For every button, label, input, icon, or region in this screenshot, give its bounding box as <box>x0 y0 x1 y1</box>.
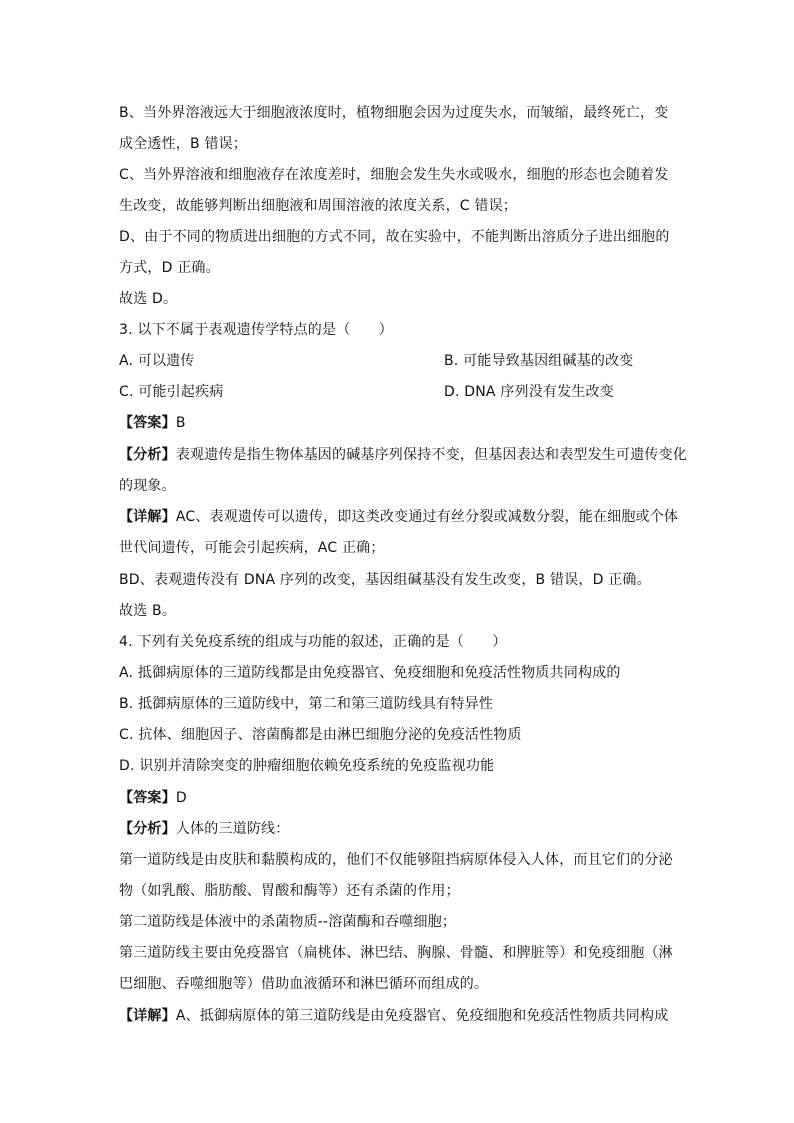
q3-detail-line1 <box>119 507 678 527</box>
q3-answer-value: B <box>175 415 186 431</box>
q4-stem: 4. 下列有关免疫系统的组成与功能的叙述，正确的是（ ） <box>119 634 507 650</box>
q4-option-d: D. 识别并清除突变的肿瘤细胞依赖免疫系统的免疫监视功能 <box>119 758 495 774</box>
q4-detail-tag: 【详解】 <box>119 1008 176 1024</box>
q4-detail-text: A、抵御病原体的第三道防线是由免疫器官、免疫细胞和免疫活性物质共同构成 <box>175 1008 669 1024</box>
q3-analysis-line1 <box>119 445 687 465</box>
prev-option-b-line2: 成全透性，B 错误； <box>119 136 248 152</box>
q4-first-line-defense-1: 第一道防线是由皮肤和黏膜构成的，他们不仅能够阻挡病原体侵入人体，而且它们的分泌 <box>119 852 673 868</box>
prev-option-b-line1: B、当外界溶液远大于细胞液浓度时，植物细胞会因为过度失水，而皱缩，最终死亡，变 <box>119 105 669 121</box>
q3-answer-tag: 【答案】 <box>119 415 176 431</box>
q3-detail-line2: 世代间遗传，可能会引起疾病，AC 正确； <box>119 540 385 556</box>
q3-option-b: B. 可能导致基因组碱基的改变 <box>444 353 634 369</box>
prev-option-d-line1: D、由于不同的物质进出细胞的方式不同，故在实验中，不能判断出溶质分子进出细胞的 <box>119 229 670 245</box>
q4-second-line-defense: 第二道防线是体液中的杀菌物质--溶菌酶和吞噬细胞； <box>119 914 457 930</box>
q4-analysis-line1 <box>119 819 289 839</box>
q3-conclusion: 故选 B。 <box>119 603 177 619</box>
q4-analysis-tag: 【分析】 <box>119 821 176 837</box>
q3-analysis-text: 表观遗传是指生物体基因的碱基序列保持不变，但基因表达和表型发生可遗传变化 <box>175 447 688 463</box>
q4-answer-value: D <box>175 790 187 806</box>
q3-option-d: D. DNA 序列没有发生改变 <box>444 384 614 400</box>
prev-option-c-line1: C、当外界溶液和细胞液存在浓度差时，细胞会发生失水或吸水，细胞的形态也会随着发 <box>119 167 669 183</box>
q4-third-line-defense-2: 巴细胞、吞噬细胞等）借助血液循环和淋巴循环而组成的。 <box>119 976 489 992</box>
q3-option-c: C. 可能引起疾病 <box>119 384 224 400</box>
q4-answer-tag: 【答案】 <box>119 790 176 806</box>
q4-third-line-defense-1: 第三道防线主要由免疫器官（扁桃体、淋巴结、胸腺、骨髓、和脾脏等）和免疫细胞（淋 <box>119 945 673 961</box>
q3-detail-text: AC、表观遗传可以遗传，即这类改变通过有丝分裂或减数分裂，能在细胞或个体 <box>175 509 679 525</box>
q4-first-line-defense-2: 物（如乳酸、脂肪酸、胃酸和酶等）还有杀菌的作用； <box>119 883 460 899</box>
q4-detail-line1 <box>119 1006 668 1026</box>
prev-option-c-line2: 生改变，故能够判断出细胞液和周围溶液的浓度关系，C 错误； <box>119 198 518 214</box>
q4-option-c: C. 抗体、细胞因子、溶菌酶都是由淋巴细胞分泌的免疫活性物质 <box>119 727 522 743</box>
q3-detail-line3: BD、表观遗传没有 DNA 序列的改变，基因组碱基没有发生改变，B 错误，D 正确。 <box>119 572 651 588</box>
prev-conclusion: 故选 D。 <box>119 291 178 307</box>
q3-stem: 3. 以下不属于表观遗传学特点的是（ ） <box>119 322 394 338</box>
q4-analysis-text: 人体的三道防线： <box>175 821 290 837</box>
q3-analysis-line2: 的现象。 <box>119 478 176 494</box>
prev-option-d-line2: 方式，D 正确。 <box>119 260 220 276</box>
q4-answer <box>119 788 187 808</box>
q4-option-a: A. 抵御病原体的三道防线都是由免疫器官、免疫细胞和免疫活性物质共同构成的 <box>119 665 621 681</box>
q3-option-a: A. 可以遗传 <box>119 353 195 369</box>
q4-option-b: B. 抵御病原体的三道防线中，第二和第三道防线具有特异性 <box>119 696 494 712</box>
q3-detail-tag: 【详解】 <box>119 509 176 525</box>
q3-answer <box>119 413 186 433</box>
q3-analysis-tag: 【分析】 <box>119 447 176 463</box>
